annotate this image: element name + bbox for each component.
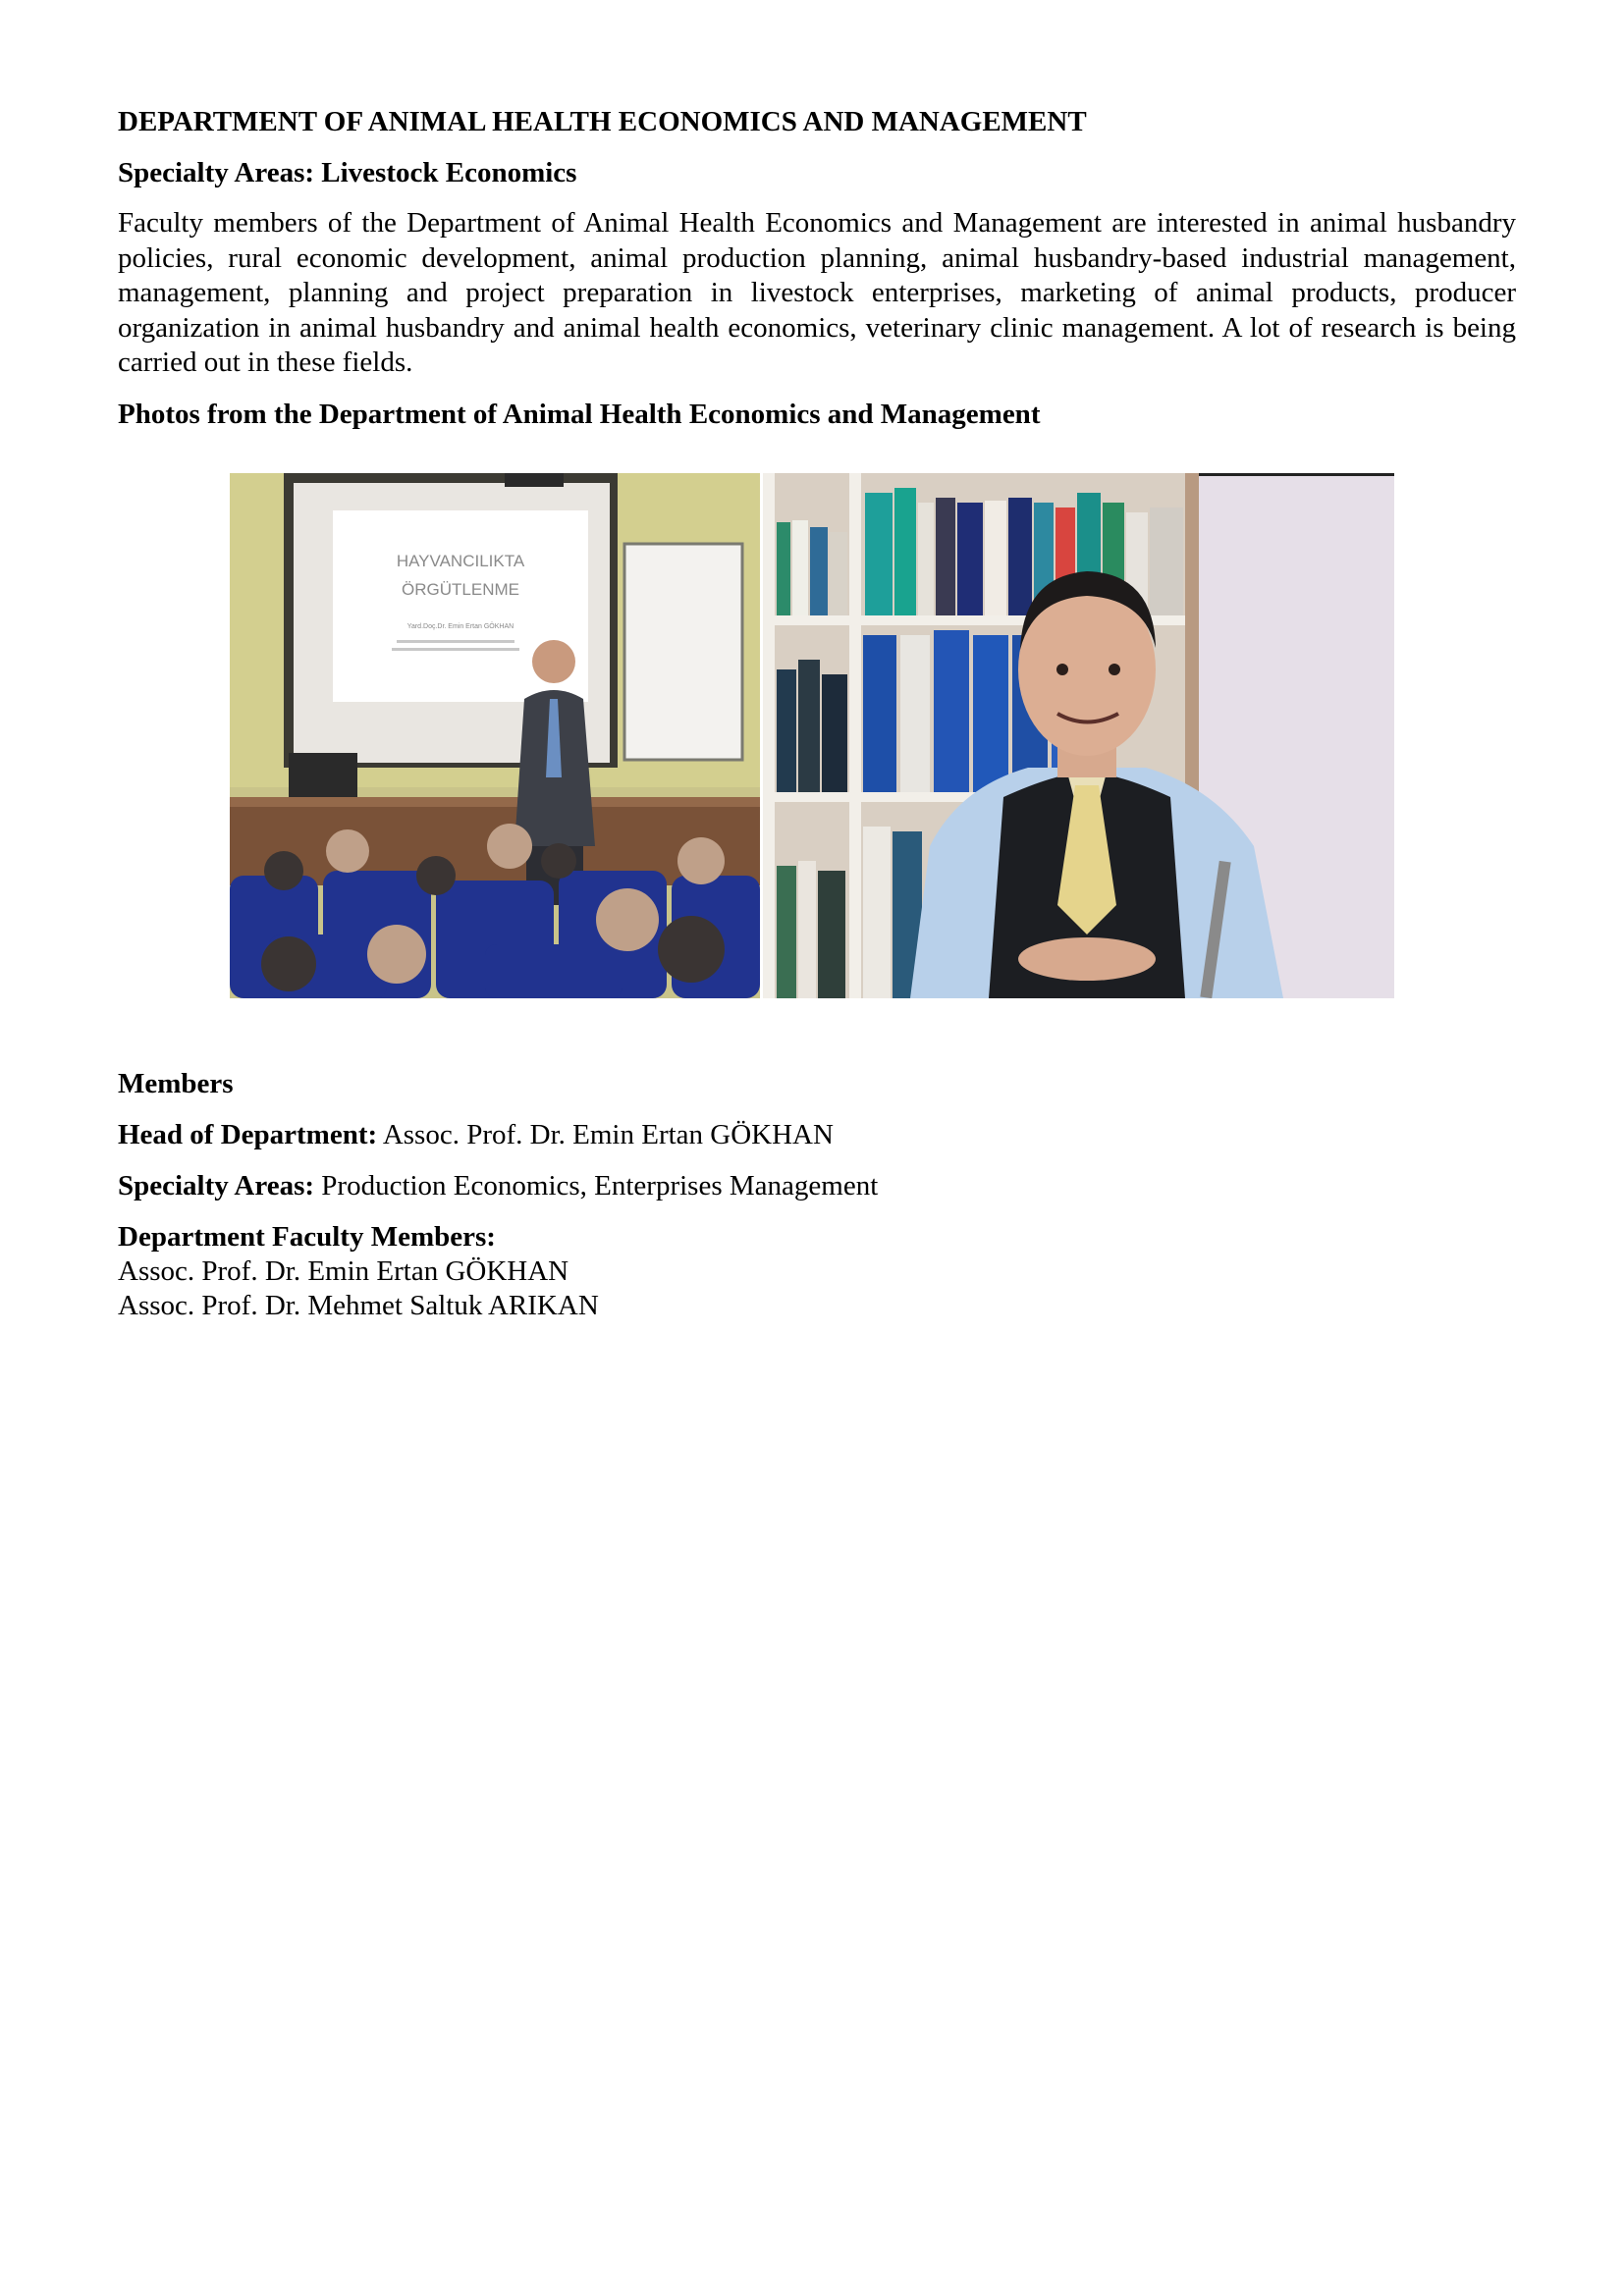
member-specialty-areas bbox=[118, 1168, 1516, 1203]
head-value: Assoc. Prof. Dr. Emin Ertan GÖKHAN bbox=[382, 1119, 834, 1150]
specialty-label: Specialty Areas: bbox=[118, 1170, 315, 1201]
photos-heading: Photos from the Department of Animal Health Economics and Management bbox=[118, 399, 1041, 430]
specialty-heading: Specialty Areas: Livestock Economics bbox=[118, 157, 577, 188]
slide-title-line1: HAYVANCILIKTA bbox=[396, 552, 525, 570]
lecture-photo-image bbox=[230, 473, 760, 998]
head-label: Head of Department: bbox=[118, 1119, 378, 1150]
faculty-member: Assoc. Prof. Dr. Mehmet Saltuk ARIKAN bbox=[118, 1290, 599, 1321]
members-heading: Members bbox=[118, 1068, 234, 1099]
specialty-value: Production Economics, Enterprises Management bbox=[321, 1170, 879, 1201]
head-of-department bbox=[118, 1117, 1516, 1152]
photo-gallery bbox=[230, 473, 1394, 998]
slide-title-line2: ÖRGÜTLENME bbox=[402, 580, 519, 599]
faculty-list bbox=[118, 1255, 1516, 1323]
faculty-members-heading: Department Faculty Members: bbox=[118, 1221, 496, 1253]
lecture-photo bbox=[230, 473, 760, 998]
faculty-member: Assoc. Prof. Dr. Emin Ertan GÖKHAN bbox=[118, 1255, 569, 1287]
portrait-photo bbox=[763, 473, 1394, 998]
description-paragraph: Faculty members of the Department of Animal Health Economics and Management are interested in animal husbandry policies, rural economic development, animal production planning, animal husbandry-based industrial management, management, planning and project preparation in livestock enterprises, marketing of animal products, producer organization in animal husbandry and animal health economics, veterinary clinic management. A lot of research is being carried out in these fields. bbox=[118, 207, 1516, 378]
slide-author: Yard.Doç.Dr. Emin Ertan GÖKHAN bbox=[406, 623, 514, 630]
department-title: DEPARTMENT OF ANIMAL HEALTH ECONOMICS AND MANAGEMENT bbox=[118, 106, 1087, 137]
portrait-photo-image bbox=[763, 473, 1394, 998]
